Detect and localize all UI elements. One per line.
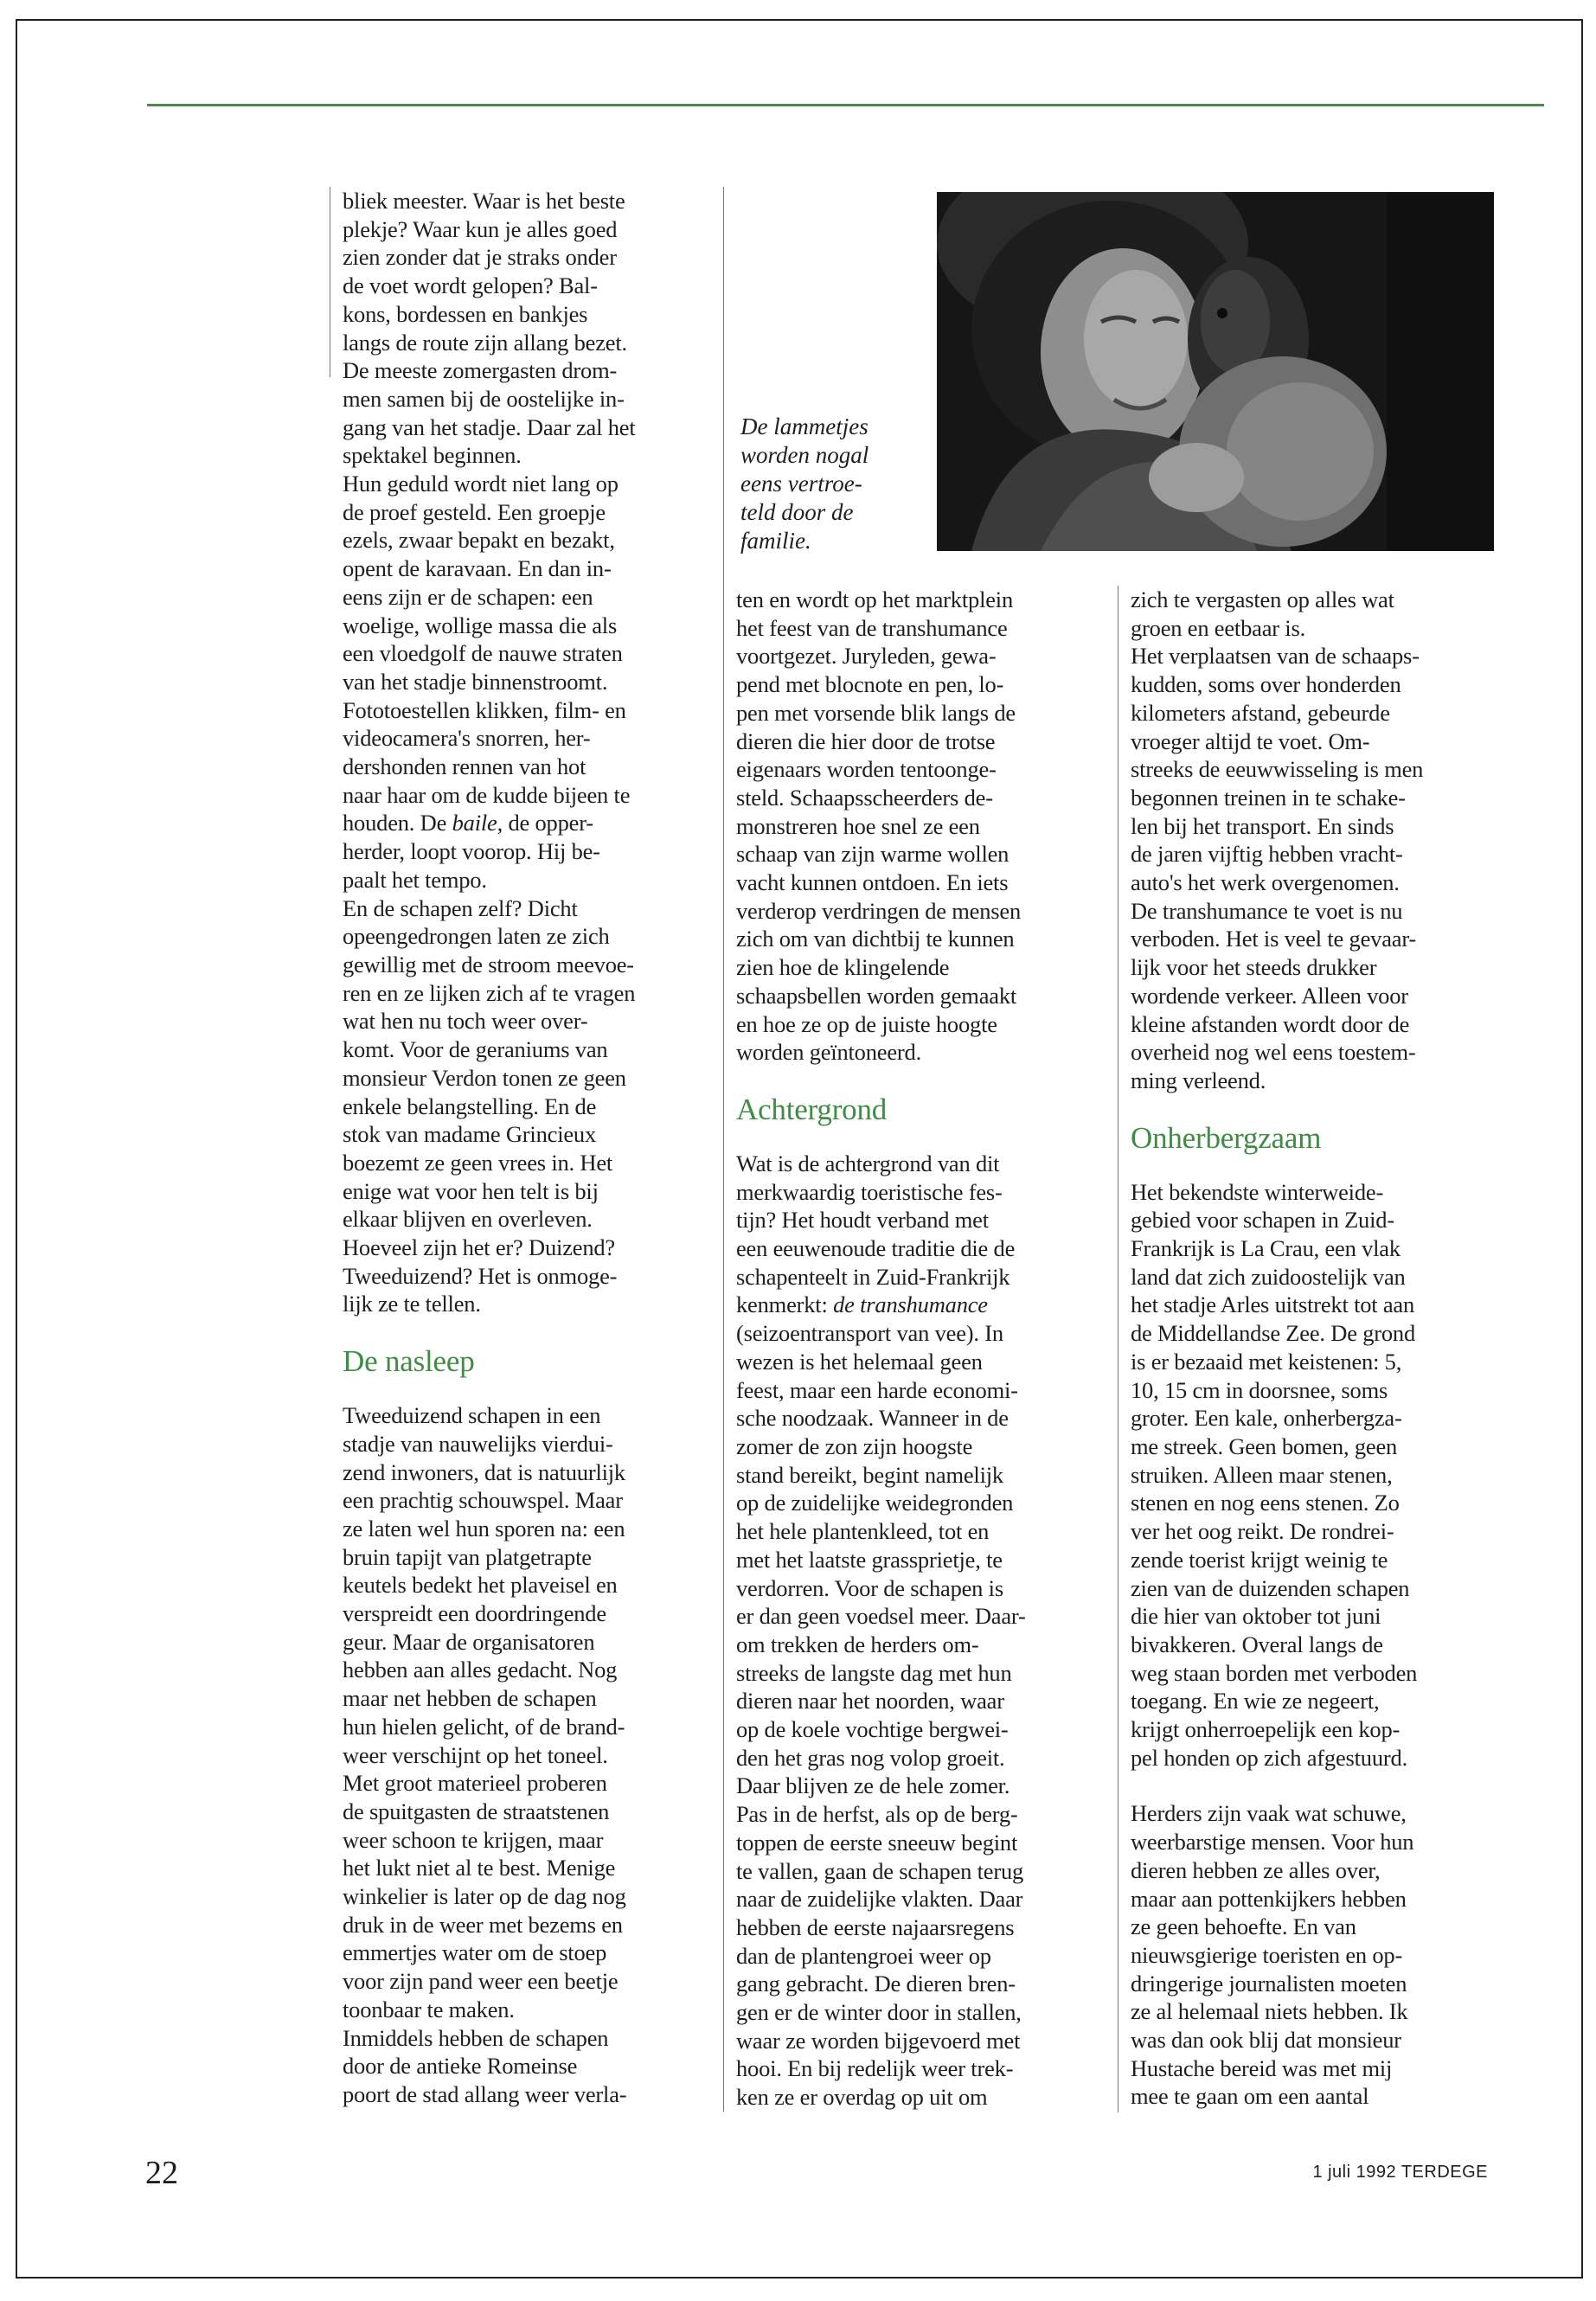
italic-term: baile, [452, 810, 503, 836]
paragraph: zich te vergasten op alles wat groen en eetbaar is. [1131, 586, 1394, 641]
paragraph [343, 470, 706, 894]
photo-woman-with-lamb [937, 192, 1494, 551]
paragraph-text: Wat is de achtergrond van dit merkwaardig toeristische fes- tijn? Het houdt verband met een eeuwenoude traditie die de schapenteelt in Zuid-Frankrijk kenmerkt: [736, 1150, 1016, 1318]
paragraph: Herders zijn vaak wat schuwe, weerbarstige mensen. Voor hun dieren hebben ze alles over, maar aan pottenkijkers hebben ze geen behoefte. En van nieuwsgierige toeristen en op- dringerige journalisten moeten ze al helemaal niets hebben. Ik was dan ook blij dat monsieur Hustache bereid was met mij mee te gaan om een aantal [1131, 1800, 1414, 2110]
paragraph-text: (seizoentransport van vee). In wezen is het helemaal geen feest, maar een harde economi- sche noodzaak. Wanneer in de zomer de zon zijn hoogste stand bereikt, begint namelijk op de zuidelijke weidegronden het hele plantenkleed, tot en met het laatste grassprietje, te verdorren. Voor de schapen is er dan geen voedsel meer. Daar- om trekken de herders om- streeks de langste dag met hun dieren naar het noorden, waar op de koele vochtige bergwei- den het gras nog volop groeit. Daar blijven ze de hele zomer. Pas in de herfst, als op de berg- toppen de eerste sneeuw begint te vallen, gaan de schapen terug naar de zuidelijke vlakten. Daar hebben de eerste najaarsregens dan de plantengroei weer op gang gebracht. De dieren bren- gen er de winter door in stallen, waar ze worden bijgevoerd met hooi. En bij redelijk weer trek- ken ze er overdag op uit om [736, 1320, 1026, 2111]
paragraph: ten en wordt op het marktplein het feest van de transhumance voortgezet. Juryleden, gewa- pend met blocnote en pen, lo- pen met vorsende blik langs de dieren die hier door de trotse eigenaars worden tentoonge- steld. Schaapsscheerders de- monstreren hoe snel ze een schaap van zijn warme wollen vacht kunnen ontdoen. En iets verderop verdringen de mensen zich om van dichtbij te kunnen zien hoe de klingelende schaapsbellen worden gemaakt en hoe ze op de juiste hoogte worden geïntoneerd. [736, 586, 1021, 1066]
section-heading: Achtergrond [736, 1092, 888, 1126]
page-number: 22 [145, 2155, 178, 2191]
paragraph: bliek meester. Waar is het beste plekje? Waar kun je alles goed zien zonder dat je straks onder de voet wordt gelopen? Bal- kons, bordessen en bankjes langs de route zijn allang bezet. De meeste zomergasten drom- men samen bij de oostelijke in- gang van het stadje. Daar zal het spektakel beginnen. [343, 188, 636, 469]
paragraph: En de schapen zelf? Dicht opeengedrongen laten ze zich gewillig met de stroom meevoe- ren en ze lijken zich af te vragen wat hen nu toch weer over- komt. Voor de geraniums van monsieur Verdon tonen ze geen enkele belangstelling. En de stok van madame Grincieux boezemt ze geen vrees in. Het enige wat voor hen telt is bij elkaar blijven en overleven. Hoeveel zijn het er? Duizend? Tweeduizend? Het is onmoge- lijk ze te tellen. [343, 894, 636, 1317]
paragraph [736, 1150, 1091, 2112]
paragraph: Het bekendste winterweide- gebied voor schapen in Zuid- Frankrijk is La Crau, een vlak land dat zich zuidoostelijk van het stadje Arles uitstrekt tot aan de Middellandse Zee. De grond is er bezaaid met keistenen: 5, 10, 15 cm in doorsnee, soms groter. Een kale, onherbergza- me streek. Geen bomen, geen struiken. Alleen maar stenen, stenen en nog eens stenen. Zo ver het oog reikt. De rondrei- zende toerist krijgt weinig te zien van de duizenden schapen die hier van oktober tot juni bivakkeren. Overal langs de weg staan borden met verboden toegang. En wie ze negeert, krijgt onherroepelijk een kop- pel honden op zich afgestuurd. [1131, 1178, 1418, 1771]
paragraph-text: Hun geduld wordt niet lang op de proef gesteld. Een groepje ezels, zwaar bepakt en bezakt, opent de karavaan. En dan in- eens zijn er de schapen: een woelige, wollige massa die als een vloedgolf de nauwe straten van het stadje binnenstroomt. Fototoestellen klikken, film- en videocamera's snorren, her- dershonden rennen van hot naar haar om de kudde bijeen te houden. De [343, 471, 631, 836]
paragraph: Inmiddels hebben de schapen door de antieke Romeinse poort de stad allang weer verla- [343, 2024, 627, 2107]
italic-term: de transhumance [833, 1292, 988, 1318]
photo-illustration [937, 192, 1494, 551]
photo-caption: De lammetjes worden nogal eens vertroe- teld door de familie. [740, 413, 869, 554]
article-column-1 [343, 187, 706, 2109]
section-heading: De nasleep [343, 1344, 475, 1379]
paragraph: Het verplaatsen van de schaaps- kudden, soms over honderden kilometers afstand, gebeurde vroeger altijd te voet. Om- streeks de eeuwwisseling is men begonnen treinen in te schake- len bij het transport. En sinds de jaren vijftig hebben vracht- auto's het werk overgenomen. De transhumance te voet is nu verboden. Het is veel te gevaar- lijk voor het steeds drukker wordende verkeer. Alleen voor kleine afstanden wordt door de overheid nog wel eens toestem- ming verleend. [1131, 643, 1424, 1093]
article-column-3 [1131, 586, 1485, 2111]
header-rule [147, 104, 1544, 106]
section-heading: Onherbergzaam [1131, 1120, 1322, 1155]
paragraph: Tweeduizend schapen in een stadje van nauwelijks vierdui- zend inwoners, dat is natuurlijk een prachtig schouwspel. Maar ze laten wel hun sporen na: een bruin tapijt van platgetrapte keutels bedekt het plaveisel en verspreidt een doordringende geur. Maar de organisatoren hebben aan alles gedacht. Nog maar net hebben de schapen hun hielen gelicht, of de brand- weer verschijnt op het toneel. Met groot materieel proberen de spuitgasten de straatstenen weer schoon te krijgen, maar het lukt niet al te best. Menige winkelier is later op de dag nog druk in de weer met bezems en emmertjes water om de stoep voor zijn pand weer een beetje toonbaar te maken. [343, 1402, 626, 2022]
column-rule [723, 187, 724, 2112]
article-column-2 [736, 586, 1091, 2112]
issue-date: 1 juli 1992 TERDEGE [1312, 2163, 1488, 2182]
paragraph-text: de opper- herder, loopt voorop. Hij be- paalt het tempo. [343, 810, 600, 893]
